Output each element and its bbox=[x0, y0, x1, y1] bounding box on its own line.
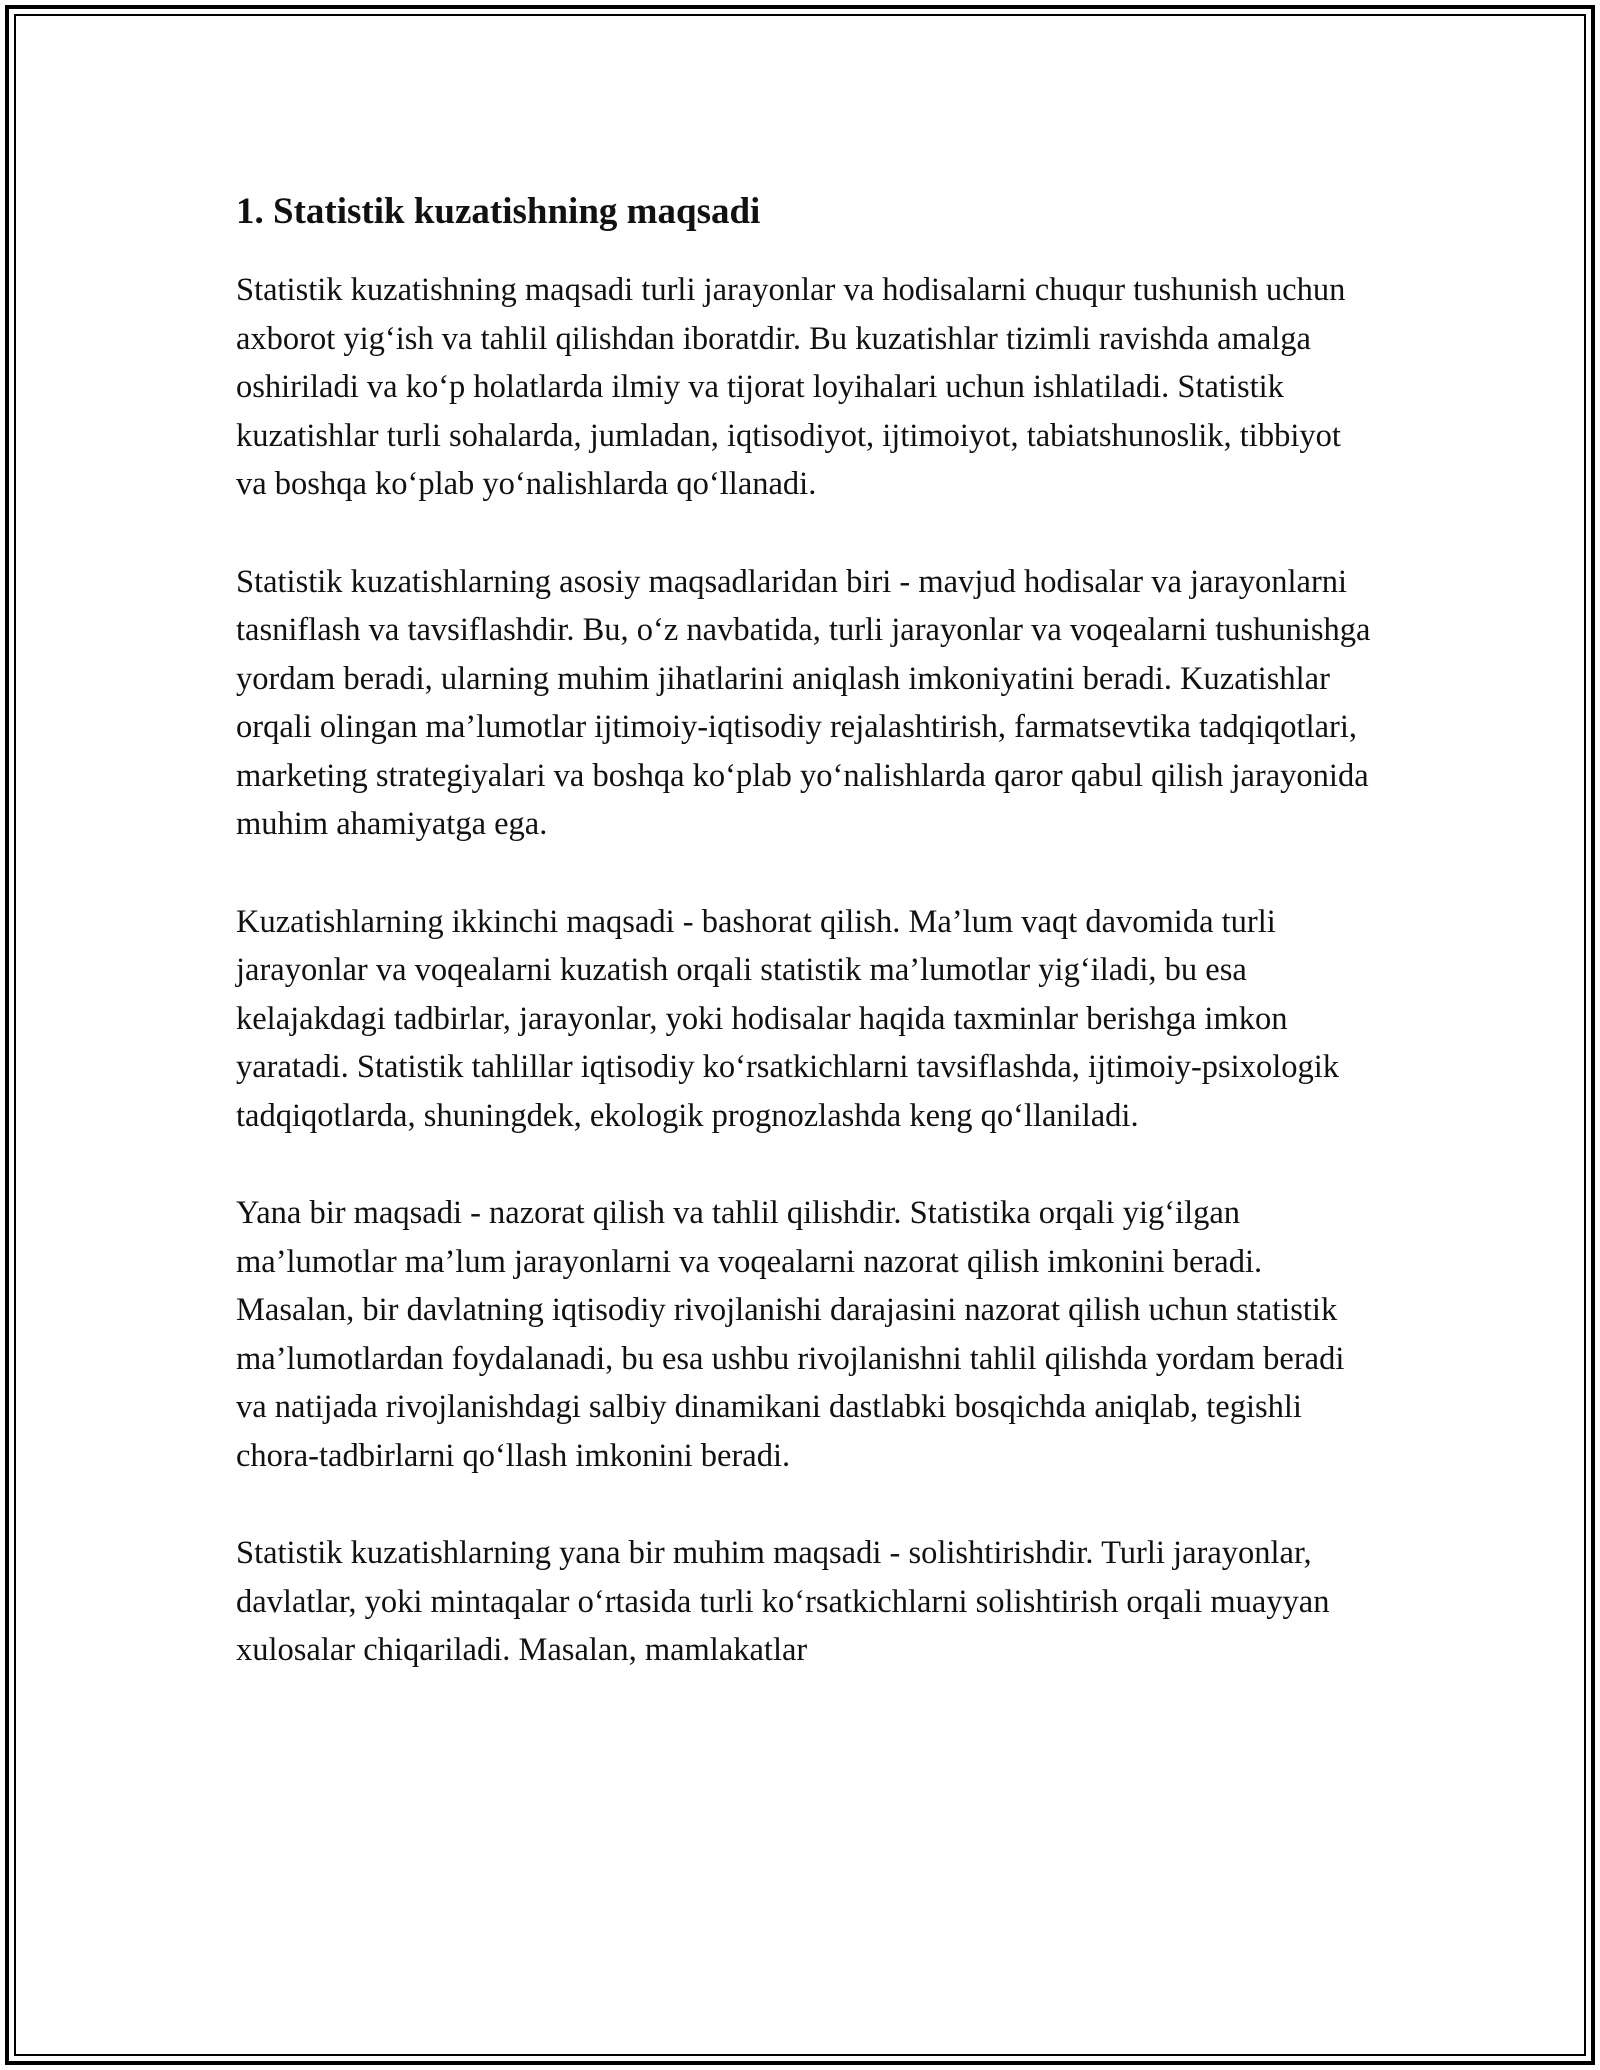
paragraph-5: Statistik kuzatishlarning yana bir muhim maqsadi - solishtirishdir. Turli jarayonlar, davlatlar, yoki mintaqalar o‘rtasida turli ko‘rsatkichlarni solishtirish orqali muayyan xulosalar chiqariladi. Masalan, mamlakatlar bbox=[236, 1535, 1330, 1668]
paragraph-4: Yana bir maqsadi - nazorat qilish va tahlil qilishdir. Statistika orqali yig‘ilgan ma’lumotlar ma’lum jarayonlarni va voqealarni nazorat qilish imkonini beradi. Masalan, bir davlatning iqtisodiy rivojlanishi darajasini nazorat qilish uchun statistik ma’lumotlardan foydalanadi, bu esa ushbu rivojlanishni tahlil qilishda yordam beradi va natijada rivojlanishdagi salbiy dinamikani dastlabki bosqichda aniqlab, tegishli chora-tadbirlarni qo‘llash imkonini beradi. bbox=[236, 1195, 1345, 1474]
section-heading: 1. Statistik kuzatishning maqsadi bbox=[236, 191, 761, 232]
document-body bbox=[236, 186, 1371, 1675]
paragraph-3: Kuzatishlarning ikkinchi maqsadi - bashorat qilish. Ma’lum vaqt davomida turli jarayonlar va voqealarni kuzatish orqali statistik ma’lumotlar yig‘iladi, bu esa kelajakdagi tadbirlar, jarayonlar, yoki hodisalar haqida taxminlar berishga imkon yaratadi. Statistik tahlillar iqtisodiy ko‘rsatkichlarni tavsiflashda, ijtimoiy-psixologik tadqiqotlarda, shuningdek, ekologik prognozlashda keng qo‘llaniladi. bbox=[236, 903, 1340, 1134]
paragraph-2: Statistik kuzatishlarning asosiy maqsadlaridan biri - mavjud hodisalar va jarayonlarni tasniflash va tavsiflashdir. Bu, o‘z navbatida, turli jarayonlar va voqealarni tushunishga yordam beradi, ularning muhim jihatlarini aniqlash imkoniyatini beradi. Kuzatishlar orqali olingan ma’lumotlar ijtimoiy-iqtisodiy rejalashtirish, farmatsevtika tadqiqotlari, marketing strategiyalari va boshqa ko‘plab yo‘nalishlarda qaror qabul qilish jarayonida muhim ahamiyatga ega. bbox=[236, 563, 1371, 842]
paragraph-1: Statistik kuzatishning maqsadi turli jarayonlar va hodisalarni chuqur tushunish uchun axborot yig‘ish va tahlil qilishdan iboratdir. Bu kuzatishlar tizimli ravishda amalga oshiriladi va ko‘p holatlarda ilmiy va tijorat loyihalari uchun ishlatiladi. Statistik kuzatishlar turli sohalarda, jumladan, iqtisodiyot, ijtimoiyot, tabiatshunoslik, tibbiyot va boshqa ko‘plab yo‘nalishlarda qo‘llanadi. bbox=[236, 272, 1346, 502]
